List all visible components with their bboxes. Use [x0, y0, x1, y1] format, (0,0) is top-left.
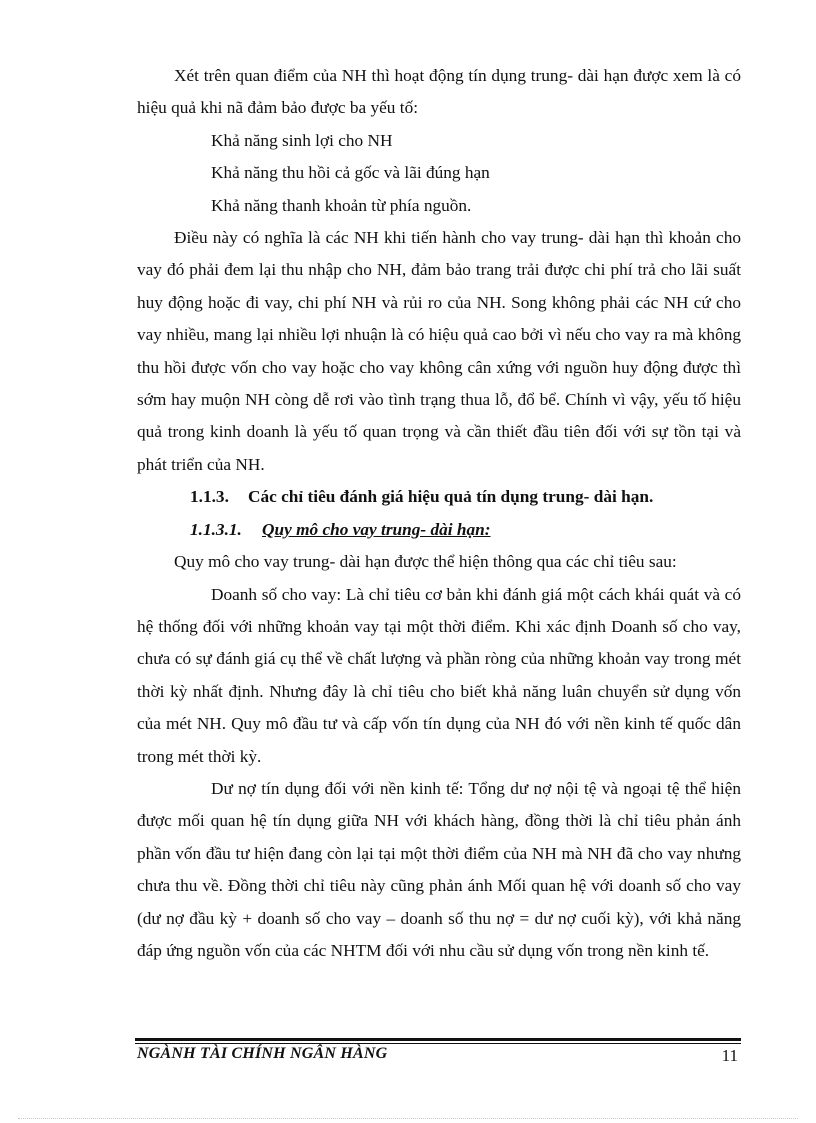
section-heading-1-1-3 — [137, 481, 741, 513]
subsection-title: Quy mô cho vay trung- dài hạn: — [262, 519, 491, 539]
footer-divider-thin — [135, 1043, 741, 1044]
paragraph-loan-turnover: Doanh số cho vay: Là chỉ tiêu cơ bản khi đánh giá một cách khái quát và có hệ thống đối với những khoản vay tại một thời điểm. Khi xác định Doanh số cho vay, chưa có sự đánh giá cụ thể về chất lượng và phần ròng của những khoản vay trong mét thời kỳ nhất định. Nhưng đây là chỉ tiêu cho biết khả năng luân chuyển sử dụng vốn của mét NH. Quy mô đầu tư và cấp vốn tín dụng của NH đó với nền kinh tế quốc dân trong mét thời kỳ. — [137, 584, 741, 766]
subsection-number: 1.1.3.1. — [190, 519, 242, 539]
page-number: 11 — [721, 1046, 738, 1065]
list-item-recovery: Khả năng thu hồi cả gốc và lãi đúng hạn — [211, 163, 490, 183]
section-number: 1.1.3. — [190, 487, 229, 507]
page-edge-divider — [18, 1118, 798, 1119]
section-title: Các chỉ tiêu đánh giá hiệu quả tín dụng trung- dài hạn. — [248, 487, 654, 507]
paragraph-outstanding-debt: Dư nợ tín dụng đối với nền kinh tế: Tổng dư nợ nội tệ và ngoại tệ thể hiện được mối quan hệ tín dụng giữa NH với khách hàng, đồng thời là chỉ tiêu phản ánh phần vốn đầu tư hiện đang còn lại tại một thời điểm của NH mà NH đã cho vay nhưng chưa thu về. Đồng thời chỉ tiêu này cũng phản ánh Mối quan hệ với doanh số cho vay (dư nợ đầu kỳ + doanh số cho vay – doanh số thu nợ = dư nợ cuối kỳ), với khả năng đáp ứng nguồn vốn của các NHTM đối với nhu cầu sử dụng vốn trong nền kinh tế. — [137, 778, 741, 960]
footer-department: NGÀNH TÀI CHÍNH NGÂN HÀNG — [137, 1045, 388, 1062]
paragraph-meaning: Điều này có nghĩa là các NH khi tiến hành cho vay trung- dài hạn thì khoản cho vay đó phải đem lại thu nhập cho NH, đảm bảo trang trải được chi phí trả cho lãi suất huy động hoặc đi vay, chi phí NH và rủi ro của NH. Song không phải các NH cứ cho vay nhiều, mang lại nhiều lợi nhuận là có hiệu quả cao bởi vì nếu cho vay ra mà không thu hồi được vốn cho vay hoặc cho vay không cân xứng với nguồn huy động được thì sớm hay muộn NH còng dễ rơi vào tình trạng thua lỗ, đổ bể. Chính vì vậy, yếu tố hiệu quả trong kinh doanh là yếu tố quan trọng và cần thiết đầu tiên đối với sự tồn tại và phát triển của NH. — [137, 228, 741, 474]
list-item-liquidity: Khả năng thanh khoản từ phía nguồn. — [211, 195, 472, 215]
subsection-heading-1-1-3-1 — [137, 514, 741, 546]
page-body — [137, 60, 741, 967]
list-item-profitability: Khả năng sinh lợi cho NH — [211, 130, 393, 150]
paragraph-intro: Xét trên quan điểm của NH thì hoạt động tín dụng trung- dài hạn được xem là có hiệu quả khi nã đảm bảo được ba yếu tố: — [137, 66, 741, 118]
footer-divider-thick — [135, 1038, 741, 1041]
paragraph-scale: Quy mô cho vay trung- dài hạn được thể hiện thông qua các chỉ tiêu sau: — [174, 552, 677, 572]
